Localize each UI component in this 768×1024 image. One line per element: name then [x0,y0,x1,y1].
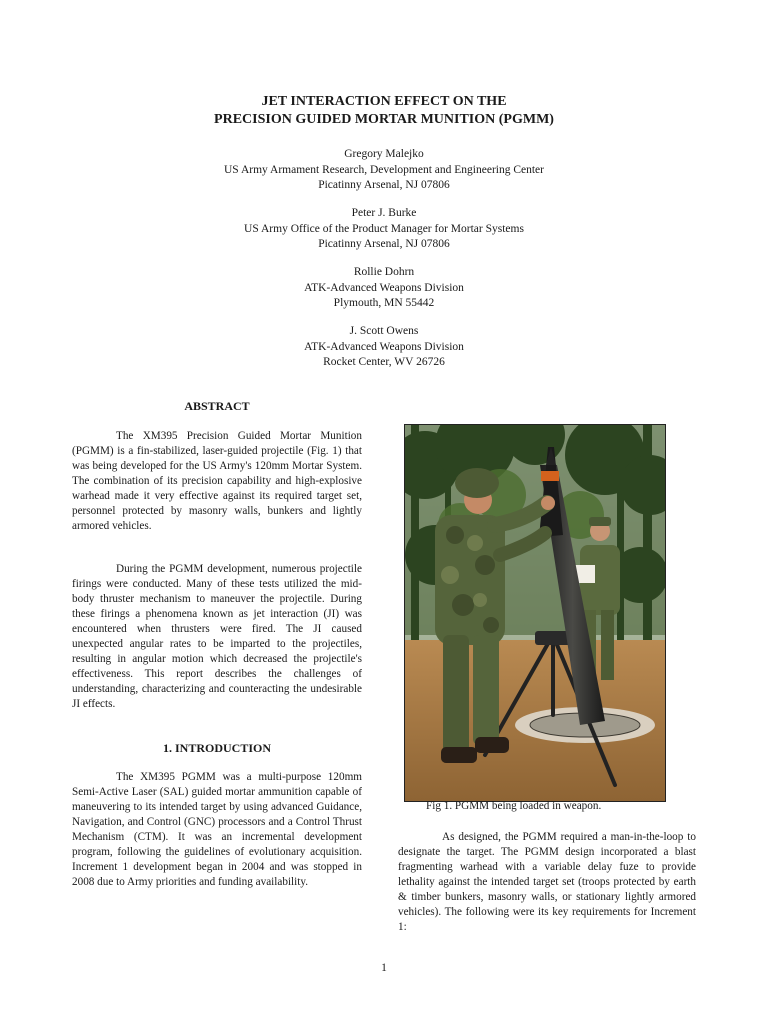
author-org: US Army Office of the Product Manager for Mortar Systems [244,222,524,235]
title-line-1: JET INTERACTION EFFECT ON THE [261,94,507,109]
author-location: Picatinny Arsenal, NJ 07806 [318,238,450,250]
introduction-paragraph-1: The XM395 PGMM was a multi-purpose 120mm Semi-Active Laser (SAL) guided mortar ammunition capable of maneuvering to its intended target by using advanced Guidance, Navigation, and Control (GNC) processors and a Control Thrust Mechanism (CTM). It was an incremental development program, following the guidelines of evolutionary acquisition. Increment 1 development began in 2004 and was stopped in 2008 due to Army priorities and funding availability. [72,771,362,888]
page-number: 1 [381,962,387,974]
author-4 [0,324,768,371]
author-location: Picatinny Arsenal, NJ 07806 [318,179,450,191]
introduction-heading: 1. INTRODUCTION [162,741,271,755]
author-2 [0,206,768,253]
author-name: J. Scott Owens [349,325,419,337]
author-1 [0,147,768,194]
abstract-paragraph-2: During the PGMM development, numerous projectile firings were conducted. Many of these tests utilized the mid-body thruster mechanism to maneuver the projectile. During these firings a phenomena known as jet interaction (JI) was encountered when thrusters were fired. The JI caused unexpected angular rates to be imparted to the projectiles, resulting in angular motion which decreased the projectile's effectiveness. This report describes the challenges of understanding, characterizing and counteracting the undesirable JI effects. [72,563,362,710]
abstract-paragraph-1: The XM395 Precision Guided Mortar Munition (PGMM) is a fin-stabilized, laser-guided projectile (Fig. 1) that was being developed for the US Army's 120mm Mortar System. The combination of its precision capability and high-explosive warhead made it very effective against its required target set, personnel protected by masonry walls, bunkers and lightly armored vehicles. [72,430,362,532]
author-name: Peter J. Burke [351,207,417,219]
author-org: ATK-Advanced Weapons Division [304,340,464,353]
right-column-paragraph-1: As designed, the PGMM required a man-in-the-loop to designate the target. The PGMM design incorporated a blast fragmenting warhead with a variable delay fuze to provide lethality against the intended target set (troops protected by earth & timber bunkers, masonry walls, or stationary lightly armored vehicles). The following were its key requirements for Increment 1: [398,831,696,933]
author-name: Gregory Malejko [344,148,424,160]
mortar-loading-photo [405,425,665,801]
author-org: ATK-Advanced Weapons Division [304,281,464,294]
paper-title [0,93,768,129]
figure-1-caption: Fig 1. PGMM being loaded in weapon. [426,800,602,812]
title-line-2: PRECISION GUIDED MORTAR MUNITION (PGMM) [214,112,554,127]
author-location: Rocket Center, WV 26726 [323,356,445,368]
author-location: Plymouth, MN 55442 [333,297,435,309]
figure-1-photo [404,424,666,802]
author-3 [0,265,768,312]
author-name: Rollie Dohrn [353,266,415,278]
author-org: US Army Armament Research, Development and Engineering Center [224,163,544,176]
abstract-heading: ABSTRACT [184,399,250,413]
